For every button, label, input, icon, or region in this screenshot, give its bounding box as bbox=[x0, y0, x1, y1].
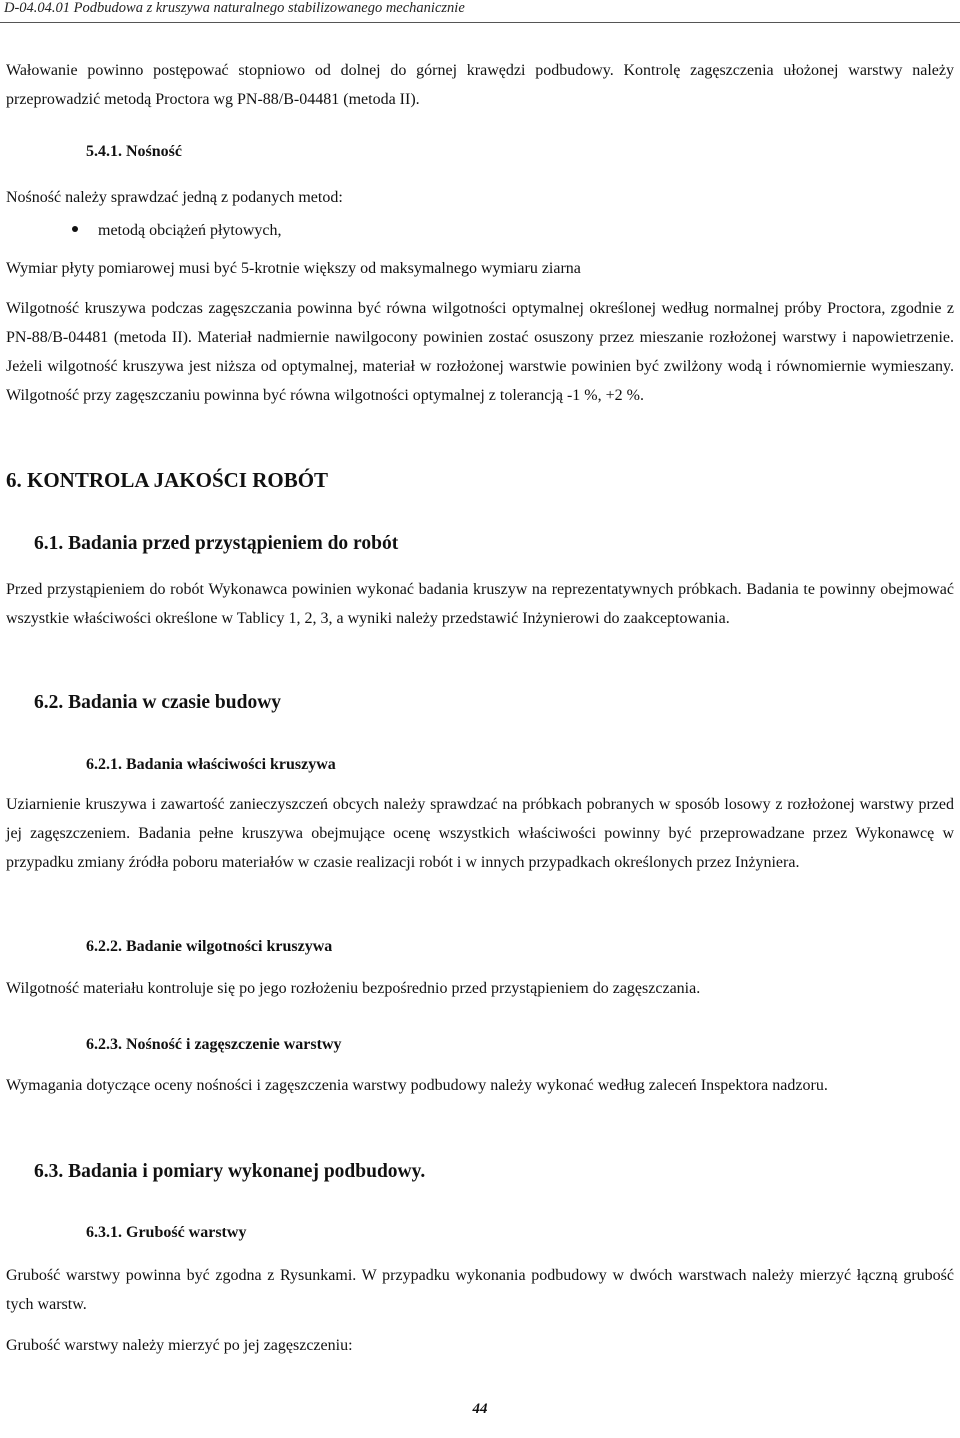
paragraph-6-2-3: Wymagania dotyczące oceny nośności i zagęszczenia warstwy podbudowy należy wykonać według zaleceń Inspektora nadzoru. bbox=[6, 1077, 828, 1094]
paragraph-5-4-1: Nośność należy sprawdzać jedną z podanych metod: bbox=[6, 189, 343, 206]
paragraph-6-2-1: Uziarnienie kruszywa i zawartość zanieczyszczeń obcych należy sprawdzać na próbkach pobranych w sposób losowy z rozłożonej warstwy przed jej zagęszczeniem. Badania pełne kruszywa obejmujące ocenę wszystkich właściwości powinny być przeprowadzane przez Wykonawcę w przypadku zmiany źródła poboru materiałów w czasie realizacji robót i w innych przypadkach określonych przez Inżyniera. bbox=[6, 796, 954, 871]
heading-6-2: 6.2. Badania w czasie budowy bbox=[34, 692, 282, 713]
header-divider bbox=[0, 22, 960, 23]
note-5-4-1: Wymiar płyty pomiarowej musi być 5-krotnie większy od maksymalnego wymiaru ziarna bbox=[6, 260, 581, 277]
heading-5-4-1: 5.4.1. Nośność bbox=[86, 143, 183, 160]
heading-6-2-3: 6.2.3. Nośność i zagęszczenie warstwy bbox=[86, 1036, 342, 1053]
heading-6-1: 6.1. Badania przed przystąpieniem do robót bbox=[34, 533, 399, 554]
intro-paragraph: Wałowanie powinno postępować stopniowo od dolnej do górnej krawędzi podbudowy. Kontrolę zagęszczenia ułożonej warstwy należy przeprowadzić metodą Proctora wg PN-88/B-04481 (metoda II). bbox=[6, 62, 954, 108]
running-header: D-04.04.01 Podbudowa z kruszywa naturalnego stabilizowanego mechanicznie bbox=[4, 0, 465, 16]
bullet-dot-icon bbox=[72, 226, 78, 232]
paragraph-6-1: Przed przystąpieniem do robót Wykonawca powinien wykonać badania kruszyw na reprezentatywnych próbkach. Badania te powinny obejmować wszystkie właściwości określone w Tablicy 1, 2, 3, a wyniki należy przedstawić Inżynierowi do zaakceptowania. bbox=[6, 581, 954, 627]
paragraph-5-4-1-moisture: Wilgotność kruszywa podczas zagęszczania powinna być równa wilgotności optymalnej określonej według normalnej próby Proctora, zgodnie z PN-88/B-04481 (metoda II). Materiał nadmiernie nawilgocony powinien zostać osuszony przez mieszanie rozłożonej warstwy i napowietrzenie. Jeżeli wilgotność kruszywa jest niższa od optymalnej, materiał w rozłożonej warstwie powinien być zwilżony wodą i równomiernie wymieszany. Wilgotność przy zagęszczaniu powinna być równa wilgotności optymalnej z tolerancją -1 %, +2 %. bbox=[6, 300, 954, 404]
heading-6-2-2: 6.2.2. Badanie wilgotności kruszywa bbox=[86, 938, 333, 955]
heading-6-2-1: 6.2.1. Badania właściwości kruszywa bbox=[86, 756, 336, 773]
page-number: 44 bbox=[472, 1401, 488, 1417]
bullet-text: metodą obciążeń płytowych, bbox=[98, 222, 282, 239]
paragraph-6-3-1-measure: Grubość warstwy należy mierzyć po jej zagęszczeniu: bbox=[6, 1337, 353, 1354]
paragraph-6-3-1: Grubość warstwy powinna być zgodna z Rysunkami. W przypadku wykonania podbudowy w dwóch warstwach należy mierzyć łączną grubość tych warstw. bbox=[6, 1267, 954, 1313]
heading-6-3-1: 6.3.1. Grubość warstwy bbox=[86, 1224, 247, 1241]
heading-6: 6. KONTROLA JAKOŚCI ROBÓT bbox=[6, 468, 329, 492]
heading-6-3: 6.3. Badania i pomiary wykonanej podbudowy. bbox=[34, 1161, 426, 1182]
bullet-item bbox=[72, 222, 282, 240]
paragraph-6-2-2: Wilgotność materiału kontroluje się po jego rozłożeniu bezpośrednio przed przystąpieniem do zagęszczania. bbox=[6, 980, 701, 997]
